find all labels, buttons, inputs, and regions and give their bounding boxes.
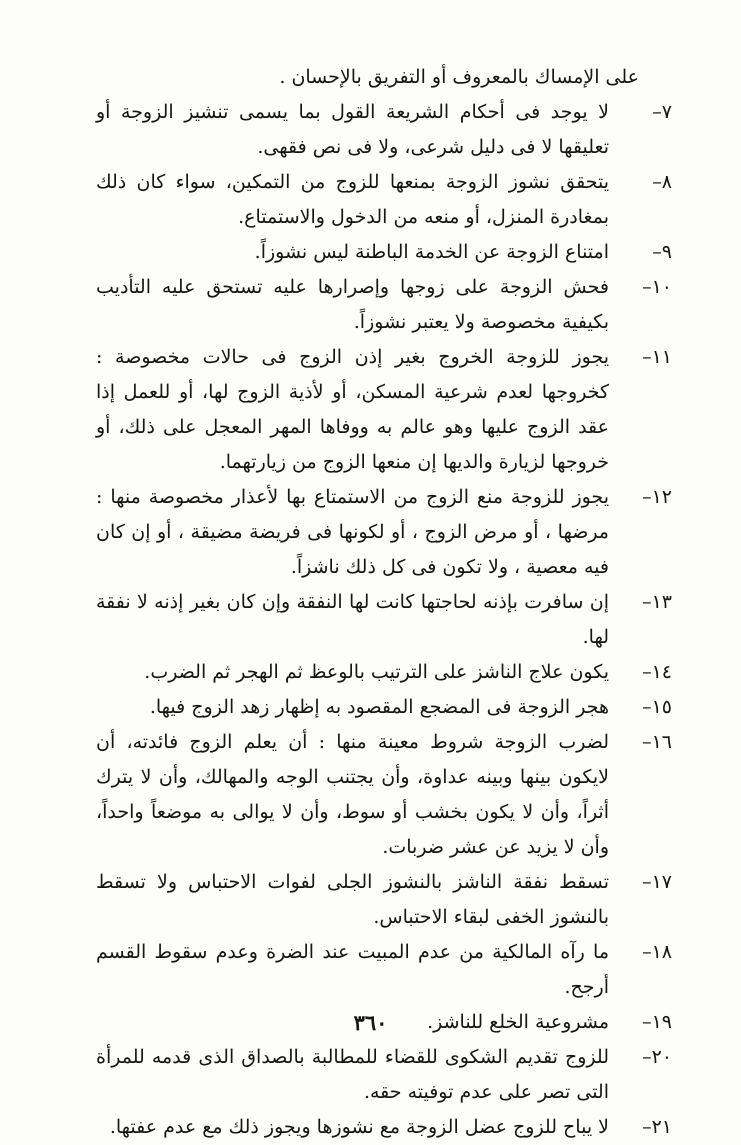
page-body [96, 60, 672, 1145]
item-number: ١٩– [642, 1011, 672, 1033]
item-text: فحش الزوجة على زوجها وإصرارها عليه تستحق عليه التأديب بكيفية مخصوصة ولا يعتبر نشوزاً. [96, 276, 609, 333]
item-number: ٩– [652, 241, 672, 263]
item-number: ١٤– [642, 661, 672, 683]
item-number: ١٧– [642, 871, 672, 893]
list-item [96, 655, 672, 690]
list-item [96, 95, 672, 165]
intro-line: على الإمساك بالمعروف أو التفريق بالإحسان . [279, 66, 639, 88]
list-item [96, 935, 672, 1005]
item-text: يكون علاج الناشز على الترتيب بالوعظ ثم الهجر ثم الضرب. [144, 661, 609, 683]
item-number: ١٦– [642, 731, 672, 753]
item-number: ٢٠– [642, 1046, 672, 1068]
item-text: يتحقق نشوز الزوجة بمنعها للزوج من التمكين، سواء كان ذلك بمغادرة المنزل، أو منعه من الدخول والاستمتاع. [96, 171, 609, 228]
item-text: لا يباح للزوج عضل الزوجة مع نشوزها ويجوز ذلك مع عدم عفتها. [109, 1116, 609, 1138]
list-item [96, 865, 672, 935]
item-number: ١٥– [642, 696, 672, 718]
item-number: ٧– [652, 101, 672, 123]
list-item [96, 270, 672, 340]
list-item [96, 165, 672, 235]
item-number: ٨– [652, 171, 672, 193]
item-text: يجوز للزوجة منع الزوج من الاستمتاع بها لأعذار مخصوصة منها : مرضها ، أو مرض الزوج ، أو لكونها فى فريضة مضيقة ، أو إن كان فيه معصية ، ولا تكون فى كل ذلك ناشزاً. [96, 486, 609, 578]
item-number: ١٣– [642, 591, 672, 613]
item-text: للزوج تقديم الشكوى للقضاء للمطالبة بالصداق الذى قدمه للمرأة التى تصر على عدم توفيته حقه. [96, 1046, 609, 1103]
list-item [96, 1040, 672, 1110]
item-text: تسقط نفقة الناشز بالنشوز الجلى لفوات الاحتباس ولا تسقط بالنشوز الخفى لبقاء الاحتباس. [96, 871, 609, 928]
item-text: إن سافرت بإذنه لحاجتها كانت لها النفقة وإن كان بغير إذنه لا نفقة لها. [96, 591, 609, 648]
list-item [96, 1110, 672, 1145]
item-number: ٢١– [642, 1116, 672, 1138]
item-number: ١٠– [642, 276, 672, 298]
list-item [96, 690, 672, 725]
page-number: ٣٦٠ [353, 1010, 388, 1035]
list-item [96, 235, 672, 270]
list-item [96, 725, 672, 865]
list-item [96, 585, 672, 655]
item-text: امتناع الزوجة عن الخدمة الباطنة ليس نشوزاً. [254, 241, 609, 263]
item-text: لضرب الزوجة شروط معينة منها : أن يعلم الزوج فائدته، أن لايكون بينها وبينه عداوة، وأن يجتنب الوجه والمهالك، وأن لا يترك أثراً، وأن لا يكون بخشب أو سوط، وأن لا يوالى به موضعاً واحداً، وأن لا يزيد عن عشر ضربات. [96, 731, 609, 858]
item-text: مشروعية الخلع للناشز. [427, 1011, 609, 1033]
numbered-list [96, 95, 672, 1145]
list-item [96, 480, 672, 585]
item-number: ١٨– [642, 941, 672, 963]
item-text: يجوز للزوجة الخروج بغير إذن الزوج فى حالات مخصوصة : كخروجها لعدم شرعية المسكن، أو لأذية الزوج لها، أو للعمل إذا عقد الزوج عليها وهو عالم به ووفاها المهر المعجل على ذلك، أو خروجها لزيارة والديها إن منعها الزوج من زيارتهما. [96, 346, 609, 473]
item-text: ما رآه المالكية من عدم المبيت عند الضرة وعدم سقوط القسم أرجح. [96, 941, 609, 998]
list-item [96, 340, 672, 480]
item-text: هجر الزوجة فى المضجع المقصود به إظهار زهد الزوج فيها. [149, 696, 609, 718]
item-number: ١١– [642, 346, 672, 368]
item-text: لا يوجد فى أحكام الشريعة القول بما يسمى تنشيز الزوجة أو تعليقها لا فى دليل شرعى، ولا فى نص فقهى. [96, 101, 609, 158]
item-number: ١٢– [642, 486, 672, 508]
